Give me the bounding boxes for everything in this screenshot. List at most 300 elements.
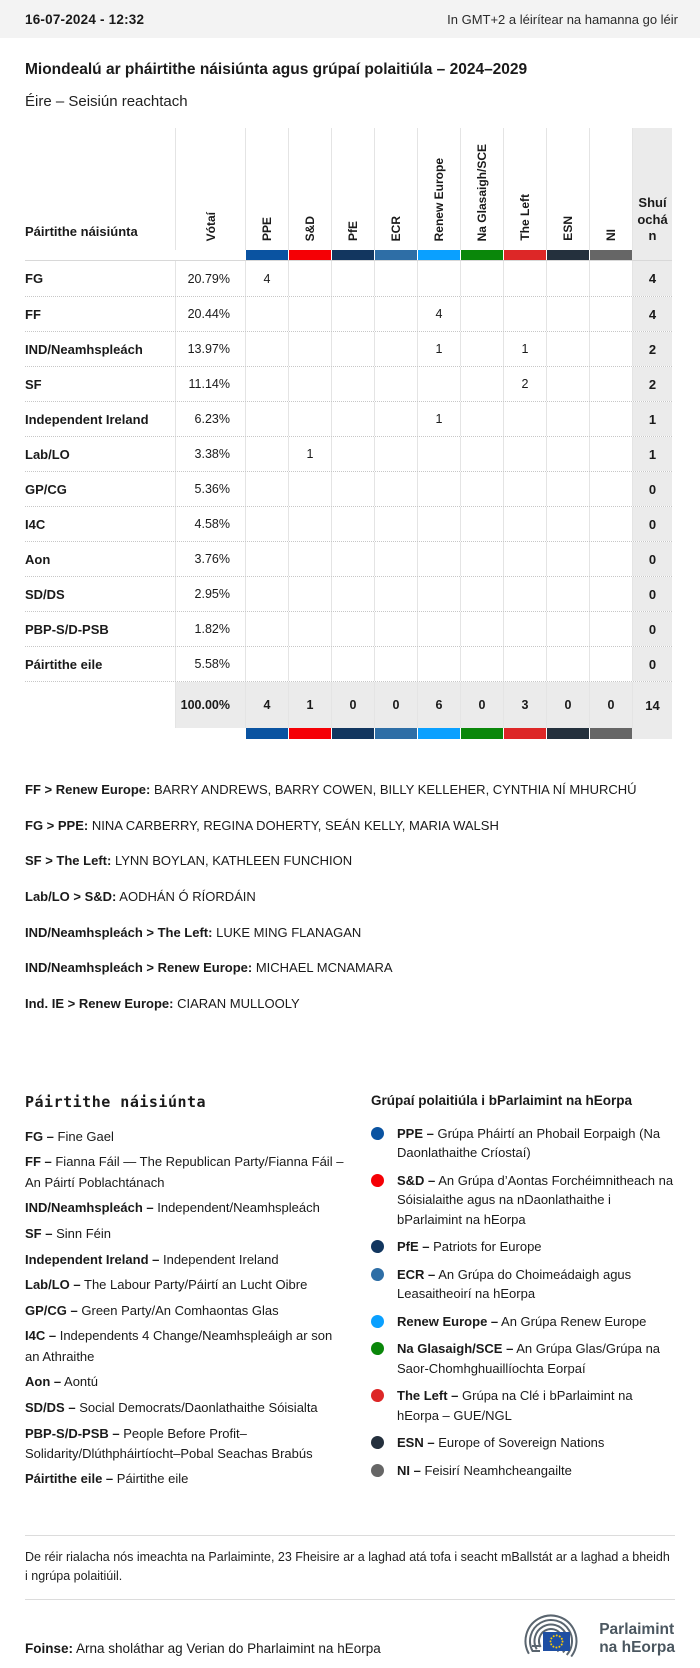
seat-cell-ecr [374,542,417,576]
table-header-row [25,128,672,250]
seat-cell-esn [546,437,589,471]
mep-line-names: LYNN BOYLAN, KATHLEEN FUNCHION [114,853,353,869]
seat-cell-ni [589,542,632,576]
party-abbr: GP/CG – [25,1302,78,1318]
party-total-seats: 0 [632,577,672,611]
party-abbr: I4C – [25,1328,57,1344]
group-abbr: S&D – [397,1172,436,1188]
seat-cell-ni [589,647,632,681]
legend-national-parties [25,1093,345,1495]
party-name: Páirtithe eile [25,656,103,672]
party-abbr: SF – [25,1225,53,1241]
seat-cell-sd [288,402,331,436]
table-row [25,261,672,296]
title-block [0,38,700,110]
group-color-swatch [331,250,374,260]
seat-cell-esn [546,367,589,401]
seat-cell-greens [460,472,503,506]
seat-cell-greens [460,437,503,471]
party-full-name: Independent/Neamhspleách [157,1200,320,1216]
seat-cell-renew [417,647,460,681]
table-row [25,401,672,436]
party-total-seats: 0 [632,472,672,506]
group-color-swatch [460,728,503,739]
group-abbr: ESN – [397,1435,435,1451]
table-row [25,331,672,366]
seat-cell-esn [546,647,589,681]
seat-cell-sd: 1 [288,437,331,471]
party-abbr: Aon – [25,1374,62,1390]
mep-line-label: Ind. IE > Renew Europe: [25,996,174,1012]
seat-cell-renew [417,542,460,576]
seat-cell-sd [288,507,331,541]
mep-line-label: Lab/LO > S&D: [25,889,117,905]
seat-cell-renew [417,437,460,471]
party-name: SD/DS [25,586,65,602]
seat-cell-renew [417,612,460,646]
party-full-name: Fianna Fáil — The Republican Party/Fianna Fáil – An Páirtí Poblachtánach [25,1154,344,1190]
group-abbr: PPE – [397,1125,434,1141]
group-full-name: Feisirí Neamhcheangailte [424,1462,572,1478]
party-total-seats: 4 [632,261,672,296]
mep-line-label: FG > PPE: [25,817,89,833]
group-color-dot [371,1436,384,1449]
mep-line-names: NINA CARBERRY, REGINA DOHERTY, SEÁN KELLY, MARIA WALSH [91,817,499,833]
party-abbr: FF – [25,1154,52,1170]
legend-groups-heading: Grúpaí polaitiúla i bParlaimint na hEorpa [371,1092,633,1108]
seat-cell-ni [589,437,632,471]
group-color-swatch [288,728,331,739]
party-total-seats: 4 [632,297,672,331]
seat-cell-esn [546,332,589,366]
party-full-name: Independent Ireland [162,1251,279,1267]
logo-wordmark: Parlaimint na hEorpa [599,1620,675,1656]
party-votes: 5.58% [175,647,245,681]
group-color-dot [371,1389,384,1402]
party-legend-item [25,1152,345,1192]
group-legend-item [371,1265,675,1304]
seat-cell-ppe [245,297,288,331]
group-color-dot [371,1464,384,1477]
seat-cell-pfe [331,261,374,296]
party-legend-item [25,1398,345,1418]
party-abbr: SD/DS – [25,1399,76,1415]
seat-cell-ecr [374,437,417,471]
hemicycle-icon [499,1610,591,1668]
party-votes: 2.95% [175,577,245,611]
seat-cell-ecr [374,507,417,541]
party-legend-item [25,1127,345,1147]
seat-cell-left: 2 [503,367,546,401]
party-legend-item [25,1372,345,1392]
seat-cell-ppe [245,647,288,681]
seat-cell-pfe [331,577,374,611]
party-full-name: Páirtithe eile [116,1471,189,1487]
party-votes: 3.38% [175,437,245,471]
seat-cell-esn [546,472,589,506]
party-total-seats: 1 [632,437,672,471]
party-legend-item [25,1250,345,1270]
party-legend-item [25,1301,345,1321]
table-row [25,576,672,611]
party-full-name: Social Democrats/Daonlathaithe Sóisialta [79,1399,318,1415]
header-group: Renew Europe [417,128,460,250]
table-row [25,611,672,646]
seat-cell-ecr [374,297,417,331]
total-sd: 1 [288,682,331,728]
header-votes: Vótaí [175,128,245,250]
party-total-seats: 0 [632,542,672,576]
source-line [25,1641,381,1668]
group-full-name: Grúpa Pháirtí an Phobail Eorpaigh (Na Daonlathaithe Críostaí) [397,1125,661,1161]
party-votes: 5.36% [175,472,245,506]
group-color-swatch [374,728,417,739]
group-legend-item [371,1433,675,1453]
seat-cell-ni [589,261,632,296]
seat-cell-esn [546,577,589,611]
party-total-seats: 1 [632,402,672,436]
group-color-swatch [245,728,288,739]
seat-cell-sd [288,261,331,296]
party-votes: 13.97% [175,332,245,366]
group-color-swatch [546,728,589,739]
legend-parties-heading: Páirtithe náisiúnta [25,1092,207,1111]
seat-cell-left [503,472,546,506]
group-abbr: The Left – [397,1388,459,1404]
table-row [25,436,672,471]
seat-cell-renew: 4 [417,297,460,331]
party-full-name: People Before Profit–Solidarity/Dlúthpháirtíocht–Pobal Seachas Brabús [25,1425,313,1461]
mep-line-label: FF > Renew Europe: [25,782,151,797]
seat-cell-left [503,297,546,331]
seat-cell-left: 1 [503,332,546,366]
seat-cell-sd [288,367,331,401]
party-legend-item [25,1275,345,1295]
group-color-swatch [460,250,503,260]
seat-cell-greens [460,647,503,681]
seat-cell-esn [546,542,589,576]
party-legend-item [25,1469,345,1489]
seat-cell-renew [417,261,460,296]
seat-cell-sd [288,472,331,506]
seat-cell-pfe [331,367,374,401]
header-group: ECR [374,128,417,250]
group-color-swatch [589,728,632,739]
mep-line-names: LUKE MING FLANAGAN [216,924,362,940]
party-total-seats: 0 [632,647,672,681]
group-abbr: PfE – [397,1239,430,1255]
party-full-name: Sinn Féin [56,1225,112,1241]
party-abbr: Independent Ireland – [25,1251,160,1267]
party-full-name: Aontú [64,1374,99,1390]
group-abbr: ECR – [397,1266,436,1282]
mep-line [25,852,675,870]
party-full-name: Green Party/An Comhaontas Glas [81,1302,279,1318]
party-name: FF [25,306,41,322]
party-abbr: FG – [25,1128,54,1144]
header-group: PPE [245,128,288,250]
seat-cell-greens [460,402,503,436]
seat-cell-esn [546,612,589,646]
group-legend-item [371,1171,675,1230]
seat-cell-sd [288,612,331,646]
mep-line-label: IND/Neamhspleách > The Left: [25,924,213,940]
seat-cell-greens [460,261,503,296]
seat-cell-left [503,612,546,646]
total-greens: 0 [460,682,503,728]
table-row [25,541,672,576]
group-color-swatch [589,250,632,260]
seat-cell-pfe [331,472,374,506]
seat-cell-ppe [245,402,288,436]
seat-cell-renew [417,577,460,611]
group-color-swatch [546,250,589,260]
group-abbr: NI – [397,1462,421,1478]
group-legend-item [371,1124,675,1163]
seat-cell-ecr [374,367,417,401]
header-group: NI [589,128,632,250]
seat-cell-pfe [331,612,374,646]
seat-cell-pfe [331,647,374,681]
total-renew: 6 [417,682,460,728]
table-row [25,296,672,331]
mep-line-label: IND/Neamhspleách > Renew Europe: [25,960,253,976]
seat-cell-ni [589,577,632,611]
group-color-bar-bottom [25,728,672,739]
seat-cell-ni [589,612,632,646]
seat-cell-left [503,542,546,576]
seat-cell-greens [460,577,503,611]
party-abbr: IND/Neamhspleách – [25,1200,154,1216]
party-votes: 3.76% [175,542,245,576]
mep-line [25,995,675,1013]
group-color-swatch [503,250,546,260]
page-subtitle: Éire – Seisiún reachtach [25,93,188,110]
seat-cell-ppe [245,332,288,366]
party-full-name: Independents 4 Change/Neamhspleáigh ar son an Athraithe [25,1328,333,1364]
header-seats: Shuíochán [632,128,672,250]
party-votes: 6.23% [175,402,245,436]
mep-line [25,781,675,799]
seat-cell-pfe [331,507,374,541]
total-ecr: 0 [374,682,417,728]
group-color-swatch [417,728,460,739]
party-total-seats: 2 [632,332,672,366]
seat-cell-pfe [331,542,374,576]
group-color-dot [371,1342,384,1355]
mep-line [25,817,675,835]
group-color-dot [371,1240,384,1253]
table-row [25,646,672,681]
seat-cell-ecr [374,577,417,611]
header-group: S&D [288,128,331,250]
total-ppe: 4 [245,682,288,728]
seat-cell-ecr [374,472,417,506]
seat-cell-left [503,402,546,436]
seat-cell-ppe [245,612,288,646]
party-name: PBP-S/D-PSB [25,621,109,637]
total-votes: 100.00% [175,682,245,728]
party-name: GP/CG [25,481,67,497]
seat-cell-greens [460,507,503,541]
seat-cell-ni [589,472,632,506]
party-legend-item [25,1326,345,1366]
seat-cell-ppe [245,437,288,471]
legend-political-groups [371,1093,675,1495]
party-votes: 20.79% [175,261,245,296]
seat-cell-esn [546,507,589,541]
page-title: Miondealú ar pháirtithe náisiúnta agus grúpaí polaitiúla – 2024–2029 [25,61,528,78]
table-row [25,506,672,541]
party-votes: 4.58% [175,507,245,541]
seat-cell-ppe: 4 [245,261,288,296]
party-name: FG [25,271,44,286]
seat-cell-left [503,647,546,681]
party-votes: 1.82% [175,612,245,646]
group-full-name: Patriots for Europe [433,1239,542,1255]
table-row [25,366,672,401]
group-color-bar-top [25,250,672,261]
header-parties: Páirtithe náisiúnta [25,223,138,239]
party-name: I4C [25,516,46,532]
timezone-note: In GMT+2 a léirítear na hamanna go léir [447,11,678,27]
seat-cell-ppe [245,507,288,541]
group-full-name: An Grúpa d’Aontas Forchéimnitheach na Sóisialaithe agus na nDaonlathaithe i bParlaimint na hEorpa [397,1172,674,1227]
seat-cell-ppe [245,472,288,506]
seat-cell-ecr [374,612,417,646]
group-color-swatch [417,250,460,260]
party-abbr: Lab/LO – [25,1277,81,1293]
seat-cell-ecr [374,402,417,436]
group-color-swatch [331,728,374,739]
party-total-seats: 0 [632,612,672,646]
party-total-seats: 0 [632,507,672,541]
seat-cell-ni [589,402,632,436]
seat-cell-sd [288,332,331,366]
group-color-swatch [288,250,331,260]
table-body [25,261,672,681]
party-votes: 11.14% [175,367,245,401]
seat-cell-sd [288,647,331,681]
seat-cell-esn [546,261,589,296]
footnote: De réir rialacha nós imeachta na Parlaiminte, 23 Fheisire ar a laghad atá tofa i seacht mBallstát ar a laghad a bheidh i ngrúpa polaitiúil. [25,1549,670,1584]
report-datetime: 16-07-2024 - 12:32 [25,11,145,27]
group-legend-item [371,1386,675,1425]
seat-cell-greens [460,612,503,646]
seat-cell-pfe [331,297,374,331]
results-table [25,128,672,739]
group-color-swatch [503,728,546,739]
header-group: ESN [546,128,589,250]
seat-cell-renew [417,507,460,541]
party-total-seats: 2 [632,367,672,401]
party-name: Aon [25,551,51,567]
mep-line [25,888,675,906]
seat-cell-left [503,507,546,541]
party-name: Independent Ireland [25,411,149,427]
legends [0,1031,700,1495]
seat-cell-left [503,577,546,611]
header-group: Na Glasaigh/SCE [460,128,503,250]
top-bar [0,0,700,38]
mep-line-names: BARRY ANDREWS, BARRY COWEN, BILLY KELLEHER, CYNTHIA NÍ MHURCHÚ [153,782,637,797]
mep-line-label: SF > The Left: [25,853,112,869]
group-legend-item [371,1339,675,1378]
mep-line [25,924,675,942]
party-legend-item [25,1424,345,1464]
party-legend-item [25,1224,345,1244]
seat-cell-sd [288,577,331,611]
seat-cell-left [503,437,546,471]
group-color-dot [371,1315,384,1328]
mep-line-names: CIARAN MULLOOLY [177,996,300,1012]
seat-cell-ni [589,332,632,366]
group-color-dot [371,1127,384,1140]
group-full-name: An Grúpa Glas/Grúpa na Saor-Chomhghuaillíochta Eorpaí [397,1341,661,1376]
table-row [25,471,672,506]
group-abbr: Na Glasaigh/SCE – [397,1341,514,1357]
mep-line [25,959,675,977]
seat-cell-esn [546,402,589,436]
seat-cell-sd [288,297,331,331]
party-votes: 20.44% [175,297,245,331]
party-full-name: Fine Gael [57,1128,114,1144]
source-row [0,1600,700,1668]
seat-cell-esn [546,297,589,331]
seat-cell-renew [417,367,460,401]
group-color-dot [371,1268,384,1281]
source-label: Foinse: [25,1640,74,1656]
total-esn: 0 [546,682,589,728]
seat-cell-ecr [374,261,417,296]
seat-cell-renew [417,472,460,506]
mep-line-names: MICHAEL MCNAMARA [255,960,393,976]
group-full-name: An Grúpa Renew Europe [501,1313,647,1329]
seat-cell-ni [589,297,632,331]
group-color-swatch [245,250,288,260]
group-full-name: An Grúpa do Choimeádaigh agus Leasaitheoirí na hEorpa [397,1266,632,1302]
group-full-name: Grúpa na Clé i bParlaimint na hEorpa – GUE/NGL [397,1388,633,1423]
party-full-name: The Labour Party/Páirtí an Lucht Oibre [84,1277,308,1293]
seat-cell-ni [589,507,632,541]
group-legend-item [371,1237,675,1257]
group-headers [245,128,632,250]
group-color-dot [371,1174,384,1187]
seat-cell-left [503,261,546,296]
group-color-swatch [374,250,417,260]
seat-cell-renew: 1 [417,402,460,436]
seat-cell-greens [460,542,503,576]
seat-cell-ppe [245,367,288,401]
mep-list [0,739,700,1013]
group-legend-item [371,1461,675,1481]
party-abbr: PBP-S/D-PSB – [25,1425,120,1441]
seat-cell-ni [589,367,632,401]
group-legend-item [371,1312,675,1332]
seat-cell-greens [460,332,503,366]
party-abbr: Páirtithe eile – [25,1471,114,1487]
total-pfe: 0 [331,682,374,728]
source-text: Arna sholáthar ag Verian do Pharlaimint na hEorpa [76,1640,381,1656]
total-ni: 0 [589,682,632,728]
seat-cell-ecr [374,647,417,681]
mep-line-names: AODHÁN Ó RÍORDÁIN [119,889,256,905]
header-group: PfE [331,128,374,250]
seat-cell-sd [288,542,331,576]
total-left: 3 [503,682,546,728]
seat-cell-pfe [331,437,374,471]
seat-cell-greens [460,297,503,331]
